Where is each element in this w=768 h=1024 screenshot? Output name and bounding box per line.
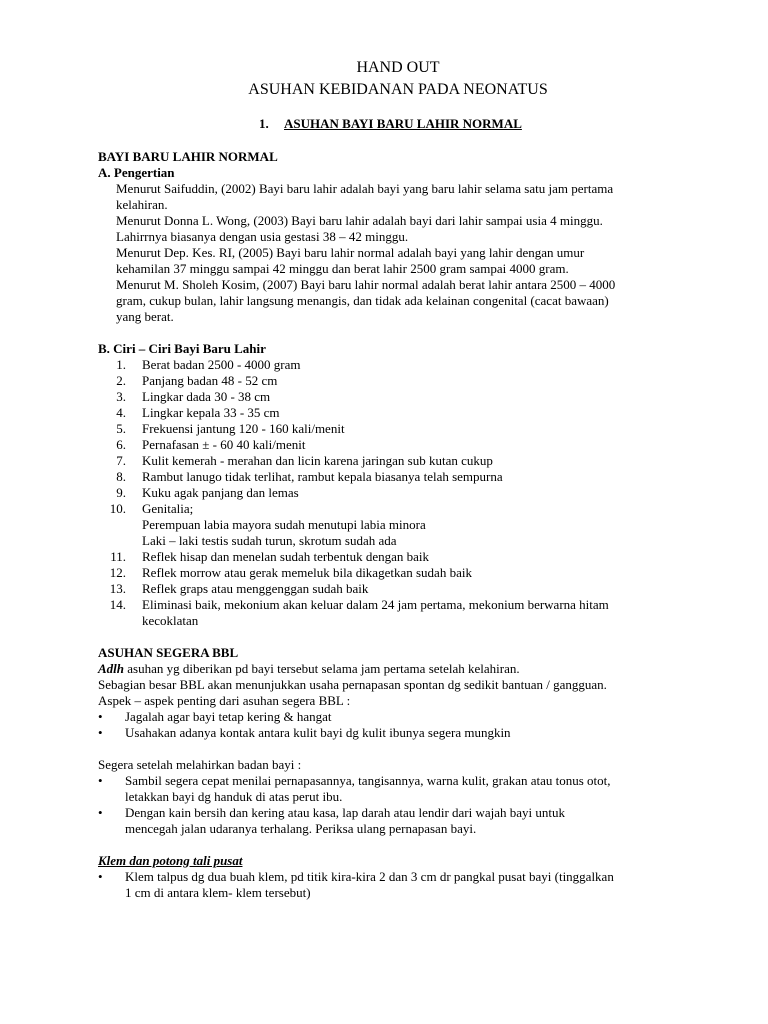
bullet-text: letakkan bayi dg handuk di atas perut ibu. bbox=[125, 789, 343, 804]
item-text: Genitalia; bbox=[142, 501, 194, 516]
pengertian-line: Lahirrnya biasanya dengan usia gestasi 38 – 42 minggu. bbox=[116, 229, 409, 244]
item-number: 3. bbox=[116, 389, 126, 404]
item-text: Frekuensi jantung 120 - 160 kali/menit bbox=[142, 421, 345, 436]
bullet-icon: • bbox=[98, 709, 103, 724]
bullet-text: mencegah jalan udaranya terhalang. Periksa ulang pernapasan bayi. bbox=[125, 821, 477, 836]
paragraph-line: Sebagian besar BBL akan menunjukkan usaha pernapasan spontan dg sedikit bantuan / gangguan. bbox=[98, 677, 607, 692]
item-text: Kuku agak panjang dan lemas bbox=[142, 485, 299, 500]
bullet-text: Klem talpus dg dua buah klem, pd titik kira-kira 2 dan 3 cm dr pangkal pusat bayi (tinggalkan bbox=[125, 869, 614, 884]
pengertian-line: Menurut Donna L. Wong, (2003) Bayi baru lahir adalah bayi dari lahir sampai usia 4 minggu. bbox=[116, 213, 603, 228]
item-text: Laki – laki testis sudah turun, skrotum sudah ada bbox=[142, 533, 397, 548]
bullet-text: Dengan kain bersih dan kering atau kasa, lap darah atau lendir dari wajah bayi untuk bbox=[125, 805, 566, 820]
item-number: 9. bbox=[116, 485, 126, 500]
item-number: 6. bbox=[116, 437, 126, 452]
pengertian-line: yang berat. bbox=[116, 309, 174, 324]
pengertian-line: Menurut M. Sholeh Kosim, (2007) Bayi baru lahir normal adalah berat lahir antara 2500 – 4000 bbox=[116, 277, 616, 292]
bullet-icon: • bbox=[98, 773, 103, 788]
item-text: Lingkar kepala 33 - 35 cm bbox=[142, 405, 280, 420]
item-number: 14. bbox=[109, 597, 126, 612]
item-text: Reflek hisap dan menelan sudah terbentuk dengan baik bbox=[142, 549, 429, 564]
item-text: Perempuan labia mayora sudah menutupi labia minora bbox=[142, 517, 426, 532]
item-text: Reflek morrow atau gerak memeluk bila dikagetkan sudah baik bbox=[142, 565, 472, 580]
item-text: kecoklatan bbox=[142, 613, 199, 628]
pengertian-line: Menurut Saifuddin, (2002) Bayi baru lahir adalah bayi yang baru lahir selama satu jam pertama bbox=[116, 181, 614, 196]
item-number: 4. bbox=[116, 405, 126, 420]
bullet-icon: • bbox=[98, 869, 103, 884]
heading-klem: Klem dan potong tali pusat bbox=[98, 853, 243, 868]
item-text: Lingkar dada 30 - 38 cm bbox=[142, 389, 271, 404]
paragraph-line: Aspek – aspek penting dari asuhan segera BBL : bbox=[98, 693, 351, 708]
item-number: 10. bbox=[109, 501, 126, 516]
item-text: Rambut lanugo tidak terlihat, rambut kepala biasanya telah sempurna bbox=[142, 469, 503, 484]
adlh-definition: asuhan yg diberikan pd bayi tersebut selama jam pertama setelah kelahiran. bbox=[124, 661, 520, 676]
item-number: 1. bbox=[116, 357, 126, 372]
bullet-icon: • bbox=[98, 725, 103, 740]
section-title: ASUHAN BAYI BARU LAHIR NORMAL bbox=[284, 116, 522, 131]
item-text: Kulit kemerah - merahan dan licin karena jaringan sub kutan cukup bbox=[142, 453, 493, 468]
heading-pengertian: A. Pengertian bbox=[98, 165, 175, 180]
pengertian-line: kehamilan 37 minggu sampai 42 minggu dan berat lahir 2500 gram sampai 4000 gram. bbox=[116, 261, 569, 276]
section-number: 1. bbox=[259, 116, 269, 131]
item-number: 12. bbox=[109, 565, 126, 580]
pengertian-line: gram, cukup bulan, lahir langsung menangis, dan tidak ada kelainan congenital (cacat bawaan) bbox=[116, 293, 609, 308]
adlh-term: Adlh bbox=[98, 661, 125, 676]
title-asuhan-kebidanan: ASUHAN KEBIDANAN PADA NEONATUS bbox=[248, 81, 548, 98]
heading-ciri-ciri: B. Ciri – Ciri Bayi Baru Lahir bbox=[98, 341, 266, 356]
item-text: Berat badan 2500 - 4000 gram bbox=[142, 357, 301, 372]
item-text: Eliminasi baik, mekonium akan keluar dalam 24 jam pertama, mekonium berwarna hitam bbox=[142, 597, 609, 612]
title-hand-out: HAND OUT bbox=[356, 59, 440, 76]
item-number: 13. bbox=[109, 581, 126, 596]
heading-bbl-normal: BAYI BARU LAHIR NORMAL bbox=[98, 149, 278, 164]
pengertian-line: kelahiran. bbox=[116, 197, 168, 212]
item-text: Pernafasan ± - 60 40 kali/menit bbox=[142, 437, 306, 452]
item-text: Panjang badan 48 - 52 cm bbox=[142, 373, 278, 388]
bullet-icon: • bbox=[98, 805, 103, 820]
bullet-text: Jagalah agar bayi tetap kering & hangat bbox=[125, 709, 332, 724]
pengertian-line: Menurut Dep. Kes. RI, (2005) Bayi baru lahir normal adalah bayi yang lahir dengan umur bbox=[116, 245, 585, 260]
bullet-text: 1 cm di antara klem- klem tersebut) bbox=[125, 885, 311, 900]
item-text: Reflek graps atau menggenggan sudah baik bbox=[142, 581, 369, 596]
item-number: 11. bbox=[110, 549, 126, 564]
item-number: 2. bbox=[116, 373, 126, 388]
item-number: 5. bbox=[116, 421, 126, 436]
bullet-text: Usahakan adanya kontak antara kulit bayi dg kulit ibunya segera mungkin bbox=[125, 725, 511, 740]
heading-asuhan-segera: ASUHAN SEGERA BBL bbox=[98, 645, 239, 660]
paragraph-line bbox=[98, 661, 520, 677]
paragraph-line: Segera setelah melahirkan badan bayi : bbox=[98, 757, 302, 772]
item-number: 8. bbox=[116, 469, 126, 484]
item-number: 7. bbox=[116, 453, 126, 468]
bullet-text: Sambil segera cepat menilai pernapasannya, tangisannya, warna kulit, grakan atau tonus otot, bbox=[125, 773, 611, 788]
